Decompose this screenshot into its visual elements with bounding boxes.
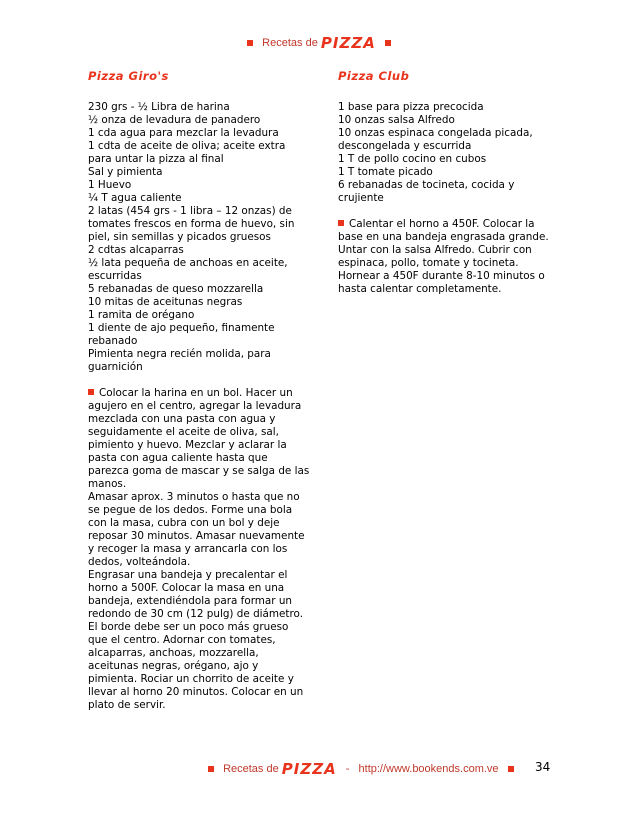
ingredient-item: ½ onza de levadura de panadero xyxy=(88,114,261,126)
left-recipe-column xyxy=(88,70,310,712)
right-recipe-column xyxy=(338,70,560,296)
ingredient-item: Pimienta negra recién molida, para guarnición xyxy=(88,348,271,373)
preparation-steps xyxy=(338,218,560,296)
ingredient-item: 6 rebanadas de tocineta, cocida y crujiente xyxy=(338,179,515,204)
footer-separator: - xyxy=(345,763,350,775)
square-bullet-icon xyxy=(338,220,344,226)
ingredient-item: 1 cdta de aceite de oliva; aceite extra para untar la pizza al final xyxy=(88,140,286,165)
ingredient-item: 2 cdtas alcaparras xyxy=(88,244,184,256)
ingredient-item: ½ lata pequeña de anchoas en aceite, escurridas xyxy=(88,257,288,282)
ingredient-list xyxy=(88,101,310,374)
recipe-title-club: Pizza Club xyxy=(338,69,410,83)
step-text: Calentar el horno a 450F. Colocar la base en una bandeja engrasada grande. Untar con la salsa Alfredo. Cubrir con espinaca, pollo, tomate y tocineta. Hornear a 450F durante 8-10 minutos o hasta calentar completamente. xyxy=(338,218,549,295)
square-bullet-icon xyxy=(247,40,253,46)
ingredient-item: 10 onzas espinaca congelada picada, descongelada y escurrida xyxy=(338,127,533,152)
square-bullet-icon xyxy=(88,389,94,395)
step-paragraph: Amasar aprox. 3 minutos o hasta que no se pegue de los dedos. Forme una bola con la masa, cubra con un bol y deje reposar 30 minutos. Amasar nuevamente y recoger la masa y arrancarla con los dedos, volteándola. xyxy=(88,491,305,568)
preparation-steps xyxy=(88,387,310,712)
footer-line xyxy=(202,760,520,778)
step-paragraph: Engrasar una bandeja y precalentar el horno a 500F. Colocar la masa en una bandeja, extendiéndola para formar un redondo de 30 cm (12 pulg) de diámetro. El borde debe ser un poco más grueso que el centro. Adornar con tomates, alcaparras, anchoas, mozzarella, aceitunas negras, orégano, ajo y pimienta. Rociar un chorrito de aceite y llevar al horno 20 minutos. Colocar en un plato de servir. xyxy=(88,569,304,711)
ingredient-list xyxy=(338,101,560,205)
step-paragraph xyxy=(338,218,560,296)
header-prefix: Recetas de xyxy=(262,37,318,49)
ingredient-item: 10 onzas salsa Alfredo xyxy=(338,114,455,126)
ingredient-item: 1 diente de ajo pequeño, finamente rebanado xyxy=(88,322,275,347)
ingredient-item: 1 T de pollo cocino en cubos xyxy=(338,153,487,165)
ingredient-item: 1 ramita de orégano xyxy=(88,309,195,321)
ingredient-item: ¼ T agua caliente xyxy=(88,192,182,204)
ingredient-item: 1 Huevo xyxy=(88,179,132,191)
square-bullet-icon xyxy=(385,40,391,46)
ingredient-item: 10 mitas de aceitunas negras xyxy=(88,296,243,308)
square-bullet-icon xyxy=(208,766,214,772)
footer-brand-logo: PIZZA xyxy=(281,760,337,778)
recipe-title-giros: Pizza Giro's xyxy=(88,69,169,83)
ingredient-item: 230 grs - ½ Libra de harina xyxy=(88,101,230,113)
ingredient-item: 1 base para pizza precocida xyxy=(338,101,484,113)
page-number: 34 xyxy=(535,760,551,774)
ingredient-item: 1 T tomate picado xyxy=(338,166,433,178)
ingredient-item: 2 latas (454 grs - 1 libra – 12 onzas) de tomates frescos en forma de huevo, sin piel, sin semillas y picados gruesos xyxy=(88,205,295,243)
ingredient-item: 5 rebanadas de queso mozzarella xyxy=(88,283,264,295)
footer-prefix: Recetas de xyxy=(223,763,279,775)
step-text: Colocar la harina en un bol. Hacer un agujero en el centro, agregar la levadura mezclada con una pasta con agua y seguidamente el aceite de oliva, sal, pimiento y huevo. Mezclar y aclarar la pasta con agua caliente hasta que parezca goma de mascar y se salga de las manos. xyxy=(88,387,310,490)
square-bullet-icon xyxy=(508,766,514,772)
ingredient-item: Sal y pimienta xyxy=(88,166,163,178)
footer-url-link[interactable]: http://www.bookends.com.ve xyxy=(358,763,499,775)
step-paragraph xyxy=(88,387,310,491)
ingredient-item: 1 cda agua para mezclar la levadura xyxy=(88,127,279,139)
page-header xyxy=(0,34,638,52)
header-brand-logo: PIZZA xyxy=(320,34,376,52)
